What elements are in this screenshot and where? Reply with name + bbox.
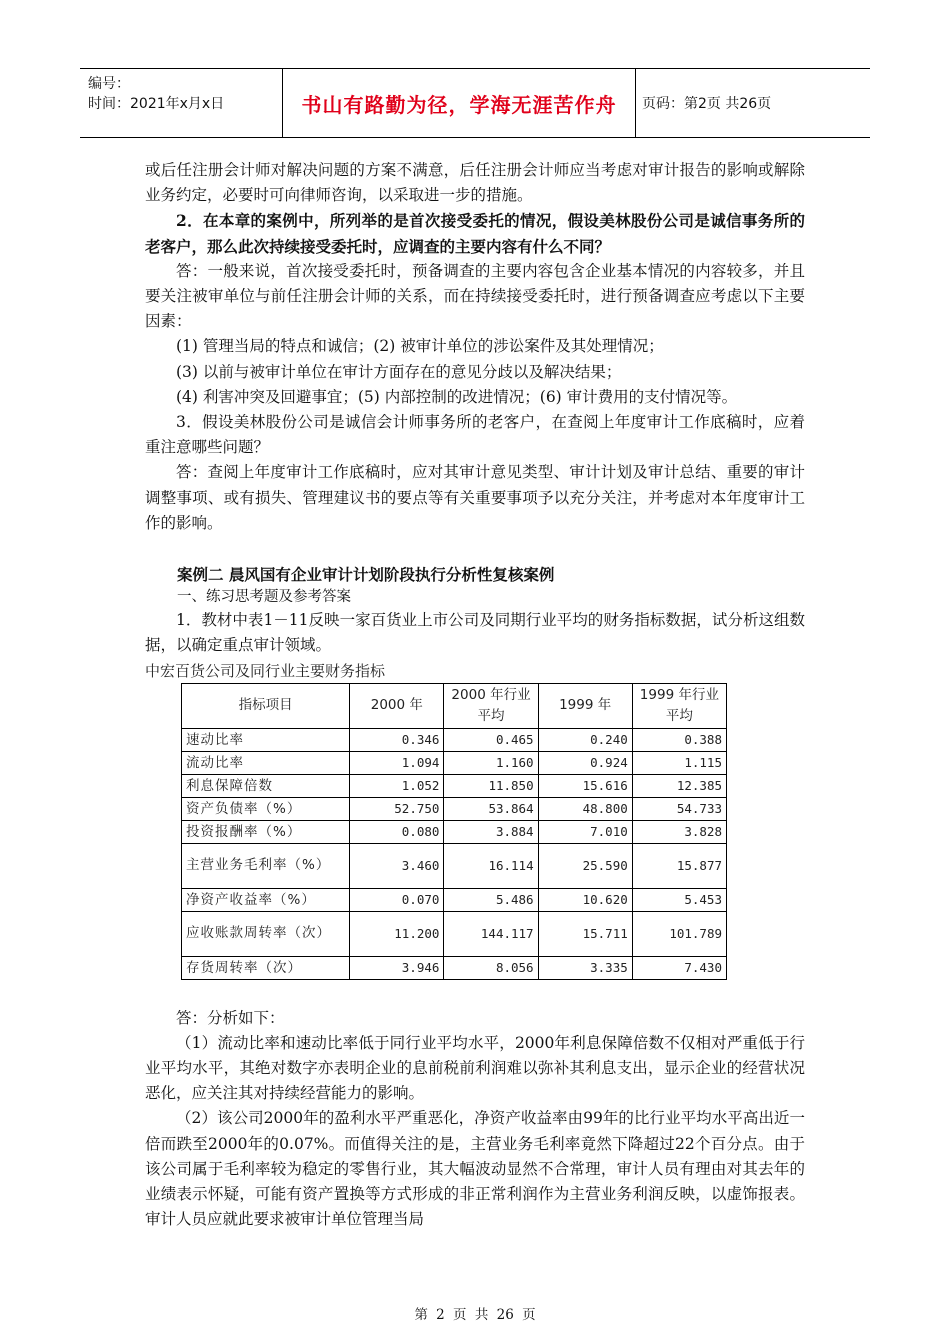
document-body xyxy=(145,158,805,1232)
table-cell: 0.388 xyxy=(632,728,726,751)
table-row xyxy=(182,820,727,843)
doc-date-label: 时间：2021年x月x日 xyxy=(88,96,225,112)
table-header: 2000 年行业平均 xyxy=(444,683,538,728)
table-cell: 12.385 xyxy=(632,774,726,797)
indicator-name: 速动比率 xyxy=(182,728,350,751)
answer-2: 答：一般来说，首次接受委托时，预备调查的主要内容包含企业基本情况的内容较多，并且要关注被审单位与前任注册会计师的关系，而在持续接受委托时，进行预备调查应考虑以下主要因素： xyxy=(145,261,805,331)
indicator-name: 存货周转率（次） xyxy=(182,956,350,979)
table-cell: 11.200 xyxy=(350,911,444,956)
table-cell: 8.056 xyxy=(444,956,538,979)
header-motto: 书山有路勤为径，学海无涯苦作舟 xyxy=(301,92,617,117)
table-cell: 5.486 xyxy=(444,888,538,911)
table-row xyxy=(182,843,727,888)
table-cell: 7.010 xyxy=(538,820,632,843)
table-row xyxy=(182,774,727,797)
table-cell: 3.946 xyxy=(350,956,444,979)
header-page-cell xyxy=(642,69,870,137)
header-motto-cell xyxy=(283,69,636,137)
table-header: 指标项目 xyxy=(182,683,350,728)
table-cell: 1.160 xyxy=(444,751,538,774)
table-cell: 25.590 xyxy=(538,843,632,888)
table-cell: 53.864 xyxy=(444,797,538,820)
page-header xyxy=(80,68,870,138)
indicator-name: 投资报酬率（%） xyxy=(182,820,350,843)
table-cell: 1.052 xyxy=(350,774,444,797)
table-header: 2000 年 xyxy=(350,683,444,728)
table-cell: 54.733 xyxy=(632,797,726,820)
table-cell: 0.924 xyxy=(538,751,632,774)
table-cell: 101.789 xyxy=(632,911,726,956)
table-cell: 15.616 xyxy=(538,774,632,797)
table-cell: 3.884 xyxy=(444,820,538,843)
table-row xyxy=(182,751,727,774)
indicator-name: 资产负债率（%） xyxy=(182,797,350,820)
case-title: 案例二 晨风国有企业审计计划阶段执行分析性复核案例 xyxy=(177,565,555,585)
table-cell: 0.070 xyxy=(350,888,444,911)
paragraph: 或后任注册会计师对解决问题的方案不满意，后任注册会计师应当考虑对审计报告的影响或解除业务约定，必要时可向律师咨询，以采取进一步的措施。 xyxy=(145,161,805,205)
indicator-name: 利息保障倍数 xyxy=(182,774,350,797)
table-cell: 3.335 xyxy=(538,956,632,979)
table-row xyxy=(182,956,727,979)
question-1: 1．教材中表1－11反映一家百货业上市公司及同期行业平均的财务指标数据，试分析这组数据，以确定重点审计领域。 xyxy=(145,611,805,655)
analysis-1: （1）流动比率和速动比率低于同行业平均水平，2000年利息保障倍数不仅相对严重低于行业平均水平，其绝对数字亦表明企业的息前税前利润难以弥补其利息支出，显示企业的经营状况恶化，应关注其对持续经营能力的影响。 xyxy=(145,1033,805,1103)
indicator-name: 流动比率 xyxy=(182,751,350,774)
table-row xyxy=(182,728,727,751)
table-cell: 10.620 xyxy=(538,888,632,911)
table-cell: 144.117 xyxy=(444,911,538,956)
table-cell: 7.430 xyxy=(632,956,726,979)
analysis-2: （2）该公司2000年的盈利水平严重恶化，净资产收益率由99年的比行业平均水平高出近一倍而跌至2000年的0.07%。而值得关注的是，主营业务毛利率竟然下降超过22个百分点。由于该公司属于毛利率较为稳定的零售行业，其大幅波动显然不合常理，审计人员有理由对其去年的业绩表示怀疑，可能有资产置换等方式形成的非正常利润作为主营业务利润反映，以虚饰报表。审计人员应就此要求被审计单位管理当局 xyxy=(145,1109,805,1229)
answer-3: 答：查阅上年度审计工作底稿时，应对其审计意见类型、审计计划及审计总结、重要的审计调整事项、或有损失、管理建议书的要点等有关重要事项予以充分关注，并考虑对本年度审计工作的影响。 xyxy=(145,463,805,532)
table-cell: 1.115 xyxy=(632,751,726,774)
table-row xyxy=(182,797,727,820)
answer-intro: 答：分析如下： xyxy=(176,1008,285,1027)
table-cell: 15.877 xyxy=(632,843,726,888)
table-cell: 48.800 xyxy=(538,797,632,820)
table-cell: 0.080 xyxy=(350,820,444,843)
table-cell: 3.828 xyxy=(632,820,726,843)
question-3: 3．假设美林股份公司是诚信会计师事务所的老客户，在查阅上年度审计工作底稿时，应着重注意哪些问题？ xyxy=(145,413,805,457)
header-meta xyxy=(80,69,283,137)
header-page-label: 页码：第2页 共26页 xyxy=(642,96,772,112)
indicator-name: 应收账款周转率（次） xyxy=(182,911,350,956)
question-2: 2．在本章的案例中，所列举的是首次接受委托的情况，假设美林股份公司是诚信事务所的老客户，那么此次持续接受委托时，应调查的主要内容有什么不同？ xyxy=(145,211,805,256)
answer-2-item: (4) 利害冲突及回避事宜；(5) 内部控制的改进情况；(6) 审计费用的支付情况等。 xyxy=(176,387,738,406)
table-cell: 1.094 xyxy=(350,751,444,774)
table-cell: 11.850 xyxy=(444,774,538,797)
page-footer: 第 2 页 共 26 页 xyxy=(414,1307,536,1323)
table-header: 1999 年行业平均 xyxy=(632,683,726,728)
financial-indicators-table xyxy=(181,683,727,980)
table-title: 中宏百货公司及同行业主要财务指标 xyxy=(145,661,386,680)
doc-code-label: 编号： xyxy=(88,76,130,92)
table-cell: 0.240 xyxy=(538,728,632,751)
table-cell: 5.453 xyxy=(632,888,726,911)
table-cell: 16.114 xyxy=(444,843,538,888)
table-row xyxy=(182,888,727,911)
table-row xyxy=(182,911,727,956)
table-cell: 3.460 xyxy=(350,843,444,888)
table-cell: 52.750 xyxy=(350,797,444,820)
section-heading: 一、练习思考题及参考答案 xyxy=(177,589,351,606)
table-cell: 15.711 xyxy=(538,911,632,956)
answer-2-item: (3) 以前与被审计单位在审计方面存在的意见分歧以及解决结果； xyxy=(176,362,622,381)
indicator-name: 主营业务毛利率（%） xyxy=(182,843,350,888)
answer-2-item: (1) 管理当局的特点和诚信；(2) 被审计单位的涉讼案件及其处理情况； xyxy=(176,337,664,356)
table-cell: 0.346 xyxy=(350,728,444,751)
table-cell: 0.465 xyxy=(444,728,538,751)
table-header: 1999 年 xyxy=(538,683,632,728)
indicator-name: 净资产收益率（%） xyxy=(182,888,350,911)
